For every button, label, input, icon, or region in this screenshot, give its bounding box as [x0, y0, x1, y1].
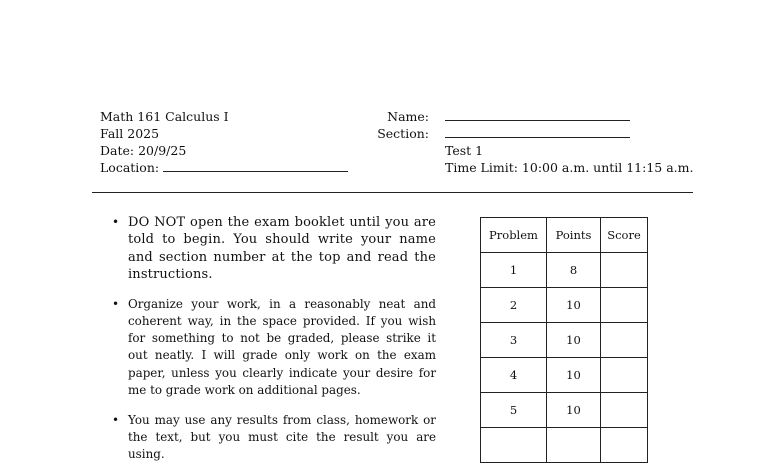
name-blank[interactable]	[445, 109, 630, 121]
header-divider	[92, 192, 693, 193]
instruction-item	[112, 412, 436, 463]
exam-header-labels	[373, 108, 429, 142]
problem-cell: 4	[481, 358, 547, 393]
exam-date: Date: 20/9/25	[100, 143, 187, 158]
exam-header-right	[445, 108, 693, 176]
score-table	[480, 217, 648, 463]
section-label: Section:	[377, 126, 429, 141]
score-cell[interactable]	[601, 323, 648, 358]
table-row	[481, 323, 648, 358]
exam-header-left	[100, 108, 348, 176]
instruction-text: DO NOT open the exam booklet until you are told to begin. You should write your name and section number at the top and read the instructions.	[128, 215, 436, 282]
score-cell[interactable]	[601, 253, 648, 288]
instruction-item	[112, 214, 436, 283]
points-cell	[547, 428, 601, 463]
problem-cell: 3	[481, 323, 547, 358]
course-title: Math 161 Calculus I	[100, 109, 229, 124]
bullet-icon: •	[112, 297, 120, 312]
score-cell[interactable]	[601, 358, 648, 393]
instruction-item	[112, 296, 436, 399]
header-problem: Problem	[481, 218, 547, 253]
instruction-text: Organize your work, in a reasonably neat and coherent way, in the space provided. If you wish for something to not be graded, please strike it out neatly. I will grade only work on the exam paper, unless you clearly indicate your desire for me to grade work on additional pages.	[128, 297, 436, 397]
score-table-header	[481, 218, 648, 253]
points-cell: 10	[547, 393, 601, 428]
table-row	[481, 358, 648, 393]
score-cell[interactable]	[601, 288, 648, 323]
table-row	[481, 428, 648, 463]
table-row	[481, 393, 648, 428]
instructions-list	[112, 214, 436, 476]
time-limit: Time Limit: 10:00 a.m. until 11:15 a.m.	[445, 160, 694, 175]
location-label: Location:	[100, 160, 160, 175]
bullet-icon: •	[112, 412, 120, 427]
table-row	[481, 253, 648, 288]
score-cell[interactable]	[601, 393, 648, 428]
section-blank[interactable]	[445, 126, 630, 138]
problem-cell: 5	[481, 393, 547, 428]
score-cell[interactable]	[601, 428, 648, 463]
header-points: Points	[547, 218, 601, 253]
problem-cell: 2	[481, 288, 547, 323]
location-blank[interactable]	[163, 160, 348, 172]
points-cell: 10	[547, 323, 601, 358]
table-row	[481, 288, 648, 323]
points-cell: 10	[547, 288, 601, 323]
name-label: Name:	[387, 109, 429, 124]
instruction-text: You may use any results from class, homework or the text, but you must cite the result you are using.	[128, 412, 436, 461]
test-number: Test 1	[445, 143, 484, 158]
problem-cell	[481, 428, 547, 463]
location-line	[100, 159, 348, 176]
header-score: Score	[601, 218, 648, 253]
points-cell: 8	[547, 253, 601, 288]
bullet-icon: •	[112, 215, 120, 229]
points-cell: 10	[547, 358, 601, 393]
problem-cell: 1	[481, 253, 547, 288]
term: Fall 2025	[100, 126, 160, 141]
